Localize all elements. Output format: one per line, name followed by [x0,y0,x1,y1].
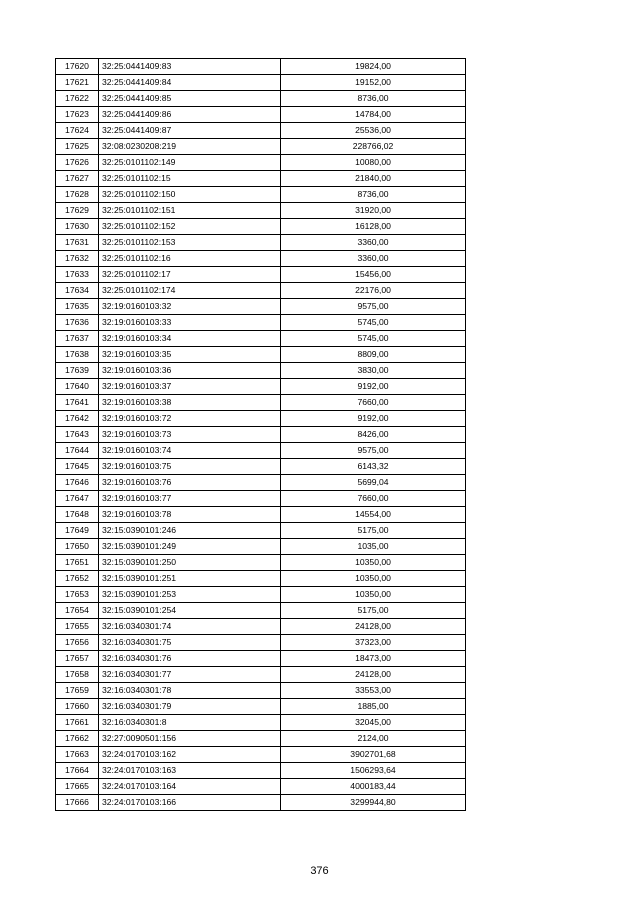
value-cell: 8736,00 [281,91,466,107]
table-row [56,75,466,91]
cadastral-number-cell: 32:24:0170103:163 [99,763,281,779]
cadastral-number-cell: 32:25:0441409:83 [99,59,281,75]
value-cell: 1506293,64 [281,763,466,779]
value-cell: 19152,00 [281,75,466,91]
row-number-cell: 17656 [56,635,99,651]
value-cell: 4000183,44 [281,779,466,795]
value-cell: 10080,00 [281,155,466,171]
value-cell: 7660,00 [281,491,466,507]
value-cell: 31920,00 [281,203,466,219]
cadastral-number-cell: 32:16:0340301:8 [99,715,281,731]
row-number-cell: 17641 [56,395,99,411]
cadastral-number-cell: 32:16:0340301:75 [99,635,281,651]
cadastral-number-cell: 32:19:0160103:33 [99,315,281,331]
cadastral-number-cell: 32:16:0340301:74 [99,619,281,635]
row-number-cell: 17645 [56,459,99,475]
value-cell: 10350,00 [281,555,466,571]
table-row [56,283,466,299]
row-number-cell: 17630 [56,219,99,235]
cadastral-number-cell: 32:19:0160103:73 [99,427,281,443]
value-cell: 33553,00 [281,683,466,699]
row-number-cell: 17664 [56,763,99,779]
table-row [56,667,466,683]
table-row [56,315,466,331]
cadastral-number-cell: 32:19:0160103:34 [99,331,281,347]
value-cell: 3360,00 [281,251,466,267]
table-row [56,235,466,251]
cadastral-number-cell: 32:25:0101102:174 [99,283,281,299]
table-row [56,635,466,651]
value-cell: 5175,00 [281,523,466,539]
row-number-cell: 17666 [56,795,99,811]
value-cell: 8426,00 [281,427,466,443]
value-cell: 22176,00 [281,283,466,299]
cadastral-number-cell: 32:27:0090501:156 [99,731,281,747]
table-row [56,139,466,155]
cadastral-number-cell: 32:19:0160103:76 [99,475,281,491]
value-cell: 9575,00 [281,443,466,459]
value-cell: 3902701,68 [281,747,466,763]
table-row [56,219,466,235]
cadastral-number-cell: 32:19:0160103:78 [99,507,281,523]
table-row [56,59,466,75]
cadastral-number-cell: 32:25:0101102:151 [99,203,281,219]
cadastral-number-cell: 32:15:0390101:246 [99,523,281,539]
row-number-cell: 17653 [56,587,99,603]
cadastral-number-cell: 32:19:0160103:32 [99,299,281,315]
row-number-cell: 17648 [56,507,99,523]
cadastral-number-cell: 32:19:0160103:77 [99,491,281,507]
value-cell: 2124,00 [281,731,466,747]
row-number-cell: 17620 [56,59,99,75]
value-cell: 1035,00 [281,539,466,555]
row-number-cell: 17647 [56,491,99,507]
row-number-cell: 17644 [56,443,99,459]
value-cell: 5699,04 [281,475,466,491]
table-row [56,379,466,395]
table-row [56,363,466,379]
row-number-cell: 17651 [56,555,99,571]
value-cell: 3830,00 [281,363,466,379]
row-number-cell: 17660 [56,699,99,715]
row-number-cell: 17658 [56,667,99,683]
row-number-cell: 17624 [56,123,99,139]
value-cell: 24128,00 [281,619,466,635]
table-row [56,411,466,427]
value-cell: 9192,00 [281,411,466,427]
value-cell: 14554,00 [281,507,466,523]
row-number-cell: 17659 [56,683,99,699]
table-row [56,395,466,411]
value-cell: 14784,00 [281,107,466,123]
cadastral-number-cell: 32:24:0170103:166 [99,795,281,811]
value-cell: 25536,00 [281,123,466,139]
cadastral-number-cell: 32:25:0441409:86 [99,107,281,123]
cadastral-number-cell: 32:25:0101102:17 [99,267,281,283]
table-row [56,539,466,555]
table-row [56,763,466,779]
cadastral-number-cell: 32:15:0390101:254 [99,603,281,619]
value-cell: 15456,00 [281,267,466,283]
table-row [56,107,466,123]
value-cell: 19824,00 [281,59,466,75]
row-number-cell: 17661 [56,715,99,731]
value-cell: 8809,00 [281,347,466,363]
cadastral-number-cell: 32:25:0101102:153 [99,235,281,251]
row-number-cell: 17636 [56,315,99,331]
table-row [56,571,466,587]
table-row [56,795,466,811]
table-row [56,427,466,443]
value-cell: 18473,00 [281,651,466,667]
table-row [56,555,466,571]
value-cell: 32045,00 [281,715,466,731]
cadastral-number-cell: 32:25:0101102:150 [99,187,281,203]
table-row [56,459,466,475]
row-number-cell: 17627 [56,171,99,187]
row-number-cell: 17650 [56,539,99,555]
cadastral-number-cell: 32:19:0160103:37 [99,379,281,395]
value-cell: 21840,00 [281,171,466,187]
cadastral-number-cell: 32:25:0441409:85 [99,91,281,107]
table-row [56,171,466,187]
value-cell: 6143,32 [281,459,466,475]
row-number-cell: 17654 [56,603,99,619]
cadastral-number-cell: 32:16:0340301:78 [99,683,281,699]
cadastral-number-cell: 32:08:0230208:219 [99,139,281,155]
table-row [56,715,466,731]
cadastral-number-cell: 32:16:0340301:79 [99,699,281,715]
cadastral-number-cell: 32:25:0101102:15 [99,171,281,187]
value-cell: 9192,00 [281,379,466,395]
value-cell: 24128,00 [281,667,466,683]
row-number-cell: 17622 [56,91,99,107]
value-cell: 5175,00 [281,603,466,619]
table-row [56,587,466,603]
row-number-cell: 17665 [56,779,99,795]
table-row [56,603,466,619]
table-row [56,251,466,267]
row-number-cell: 17635 [56,299,99,315]
value-cell: 3360,00 [281,235,466,251]
cadastral-number-cell: 32:19:0160103:35 [99,347,281,363]
value-cell: 5745,00 [281,331,466,347]
cadastral-number-cell: 32:25:0101102:152 [99,219,281,235]
table-row [56,731,466,747]
row-number-cell: 17642 [56,411,99,427]
row-number-cell: 17626 [56,155,99,171]
row-number-cell: 17621 [56,75,99,91]
row-number-cell: 17623 [56,107,99,123]
table-row [56,491,466,507]
row-number-cell: 17631 [56,235,99,251]
table-row [56,267,466,283]
table-row [56,699,466,715]
row-number-cell: 17646 [56,475,99,491]
row-number-cell: 17643 [56,427,99,443]
row-number-cell: 17640 [56,379,99,395]
cadastral-number-cell: 32:19:0160103:75 [99,459,281,475]
row-number-cell: 17652 [56,571,99,587]
value-cell: 16128,00 [281,219,466,235]
cadastral-number-cell: 32:19:0160103:36 [99,363,281,379]
cadastral-number-cell: 32:24:0170103:164 [99,779,281,795]
cadastral-number-cell: 32:15:0390101:250 [99,555,281,571]
cadastral-number-cell: 32:24:0170103:162 [99,747,281,763]
table-body [56,59,466,811]
row-number-cell: 17662 [56,731,99,747]
cadastral-number-cell: 32:25:0441409:87 [99,123,281,139]
value-cell: 10350,00 [281,587,466,603]
table-row [56,203,466,219]
row-number-cell: 17629 [56,203,99,219]
row-number-cell: 17628 [56,187,99,203]
table-row [56,187,466,203]
table-row [56,299,466,315]
table-row [56,443,466,459]
table-row [56,747,466,763]
value-cell: 5745,00 [281,315,466,331]
cadastral-number-cell: 32:25:0441409:84 [99,75,281,91]
row-number-cell: 17634 [56,283,99,299]
table-row [56,779,466,795]
table-row [56,91,466,107]
cadastral-number-cell: 32:19:0160103:74 [99,443,281,459]
row-number-cell: 17637 [56,331,99,347]
value-cell: 10350,00 [281,571,466,587]
row-number-cell: 17633 [56,267,99,283]
cadastral-number-cell: 32:16:0340301:76 [99,651,281,667]
row-number-cell: 17657 [56,651,99,667]
table-row [56,619,466,635]
table-row [56,475,466,491]
cadastral-number-cell: 32:25:0101102:16 [99,251,281,267]
row-number-cell: 17663 [56,747,99,763]
row-number-cell: 17649 [56,523,99,539]
cadastral-number-cell: 32:15:0390101:249 [99,539,281,555]
row-number-cell: 17655 [56,619,99,635]
value-cell: 1885,00 [281,699,466,715]
value-cell: 8736,00 [281,187,466,203]
table-row [56,523,466,539]
value-cell: 7660,00 [281,395,466,411]
cadastral-number-cell: 32:15:0390101:251 [99,571,281,587]
row-number-cell: 17632 [56,251,99,267]
row-number-cell: 17638 [56,347,99,363]
cadastral-number-cell: 32:25:0101102:149 [99,155,281,171]
cadastral-number-cell: 32:19:0160103:38 [99,395,281,411]
row-number-cell: 17625 [56,139,99,155]
row-number-cell: 17639 [56,363,99,379]
table-row [56,651,466,667]
page-number: 376 [310,865,329,877]
cadastral-number-cell: 32:16:0340301:77 [99,667,281,683]
value-cell: 3299944,80 [281,795,466,811]
table-row [56,347,466,363]
value-cell: 228766,02 [281,139,466,155]
cadastral-value-table [55,58,466,811]
table-row [56,155,466,171]
value-cell: 37323,00 [281,635,466,651]
table-row [56,331,466,347]
table-row [56,123,466,139]
cadastral-number-cell: 32:15:0390101:253 [99,587,281,603]
table-row [56,507,466,523]
cadastral-number-cell: 32:19:0160103:72 [99,411,281,427]
value-cell: 9575,00 [281,299,466,315]
table-row [56,683,466,699]
